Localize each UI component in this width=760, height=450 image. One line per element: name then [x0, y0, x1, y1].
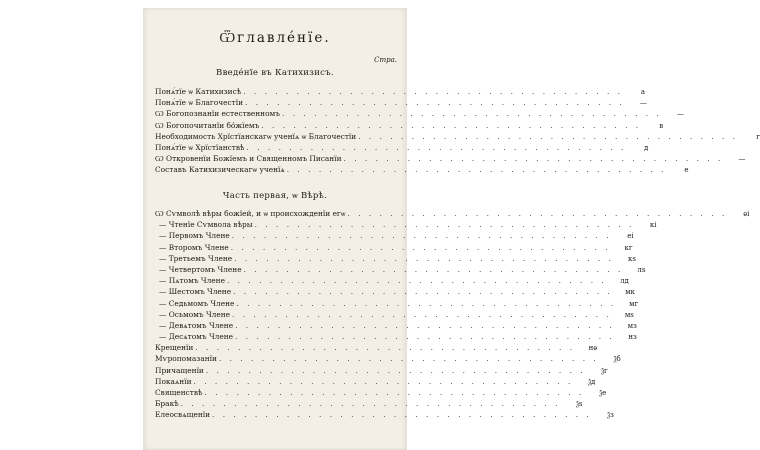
toc-page-number: ѯѕ	[576, 400, 583, 409]
toc-page-number: —	[676, 110, 684, 119]
toc-entry-label: Ѡ Богопочитанїи бо́жїемъ	[155, 120, 260, 130]
toc-entry	[155, 142, 649, 154]
toc-page-number: —	[639, 99, 647, 108]
dot-leader: . . . . . . . . . . . . . . . . . . . . . . . . . . . . . . . . . . . .	[180, 399, 561, 409]
dot-leader: . . . . . . . . . . . . . . . . . . . . . . . . . . . . . . . . . . . .	[347, 209, 728, 218]
toc-entry-label: — Четвертомъ Члене	[159, 264, 242, 274]
dot-leader: . . . . . . . . . . . . . . . . . . . . . . . . . . . . . . . . . . . .	[245, 98, 625, 108]
dot-leader: . . . . . . . . . . . . . . . . . . . . . . . . . . . . . . . . . . . .	[234, 253, 614, 263]
toc-page-number: кѕ	[628, 254, 636, 263]
toc-page-number: г	[756, 132, 760, 141]
dot-leader: . . . . . . . . . . . . . . . . . . . . . . . . . . . . . . . . . . . .	[261, 120, 642, 130]
toc-entry-label: Крещенїи	[155, 343, 194, 353]
toc-entry	[155, 365, 608, 377]
dot-leader: . . . . . . . . . . . . . . . . . . . . . . . . . . . . . . . . . . . .	[243, 264, 624, 274]
toc-entry-label: Мѵропомазанїи	[155, 354, 217, 364]
toc-page-number: ѯг	[601, 366, 608, 375]
toc-entry-label: — Третьемъ Члене	[159, 253, 233, 263]
dot-leader: . . . . . . . . . . . . . . . . . . . . . . . . . . . . . . . . . . . .	[236, 298, 617, 308]
toc-entry	[155, 343, 598, 354]
dot-leader: . . . . . . . . . . . . . . . . . . . . . . . . . . . . . . . . . . . .	[212, 410, 592, 420]
toc-page-number: нѳ	[588, 344, 598, 353]
toc-entry-label: Бракѣ	[155, 399, 179, 409]
toc-entry	[155, 320, 637, 332]
toc-entry-label: — Пѧтомъ Члене	[159, 276, 225, 286]
toc-entry	[155, 399, 583, 410]
toc-page-number: ѯд	[588, 377, 596, 386]
toc-entry	[155, 388, 607, 399]
toc-page-number: —	[738, 155, 746, 164]
toc-entry	[155, 264, 646, 276]
toc-entry-label: Ѡ Откровенїи Божїемъ и Священномъ Писанїи	[155, 154, 342, 164]
toc-entry	[155, 332, 637, 343]
dot-leader: . . . . . . . . . . . . . . . . . . . . . . . . . . . . . . . . . . . .	[233, 287, 613, 297]
dot-leader: . . . . . . . . . . . . . . . . . . . . . . . . . . . . . . . . . . . .	[195, 343, 576, 353]
toc-page-number: а	[640, 88, 645, 96]
toc-entry	[155, 120, 664, 132]
toc-entry	[155, 98, 647, 109]
dot-leader: . . . . . . . . . . . . . . . . . . . . . . . . . . . . . . . . . . . .	[246, 142, 627, 152]
toc-entry	[155, 220, 657, 231]
toc-entry	[155, 376, 596, 388]
toc-entry-label: Ѡ Сѵмволѣ вѣры божїей, и ѡ происхожденїи егѡ	[155, 209, 346, 218]
toc-page-number: в	[659, 121, 664, 130]
toc-page-number: нз	[628, 333, 637, 342]
toc-entry-label: — Чтенїе Сѵмвола вѣры	[159, 220, 253, 230]
dot-leader: . . . . . . . . . . . . . . . . . . . . . . . . . . . . . . . . . . . .	[282, 109, 662, 119]
toc-entry	[155, 354, 621, 365]
toc-entry-label: Священствѣ	[155, 388, 203, 397]
toc-entry-label: Необходимость Хрїстїанскагѡ ученїѧ ѡ Благочестїи	[155, 131, 357, 141]
toc-entry	[155, 109, 684, 120]
dot-leader: . . . . . . . . . . . . . . . . . . . . . . . . . . . . . . . . . . . .	[243, 87, 623, 96]
toc-entry	[155, 309, 634, 321]
toc-page-number: лд	[620, 277, 629, 286]
toc-entry-label: Понѧ́тїе ѡ Хрїстїанствѣ	[155, 142, 245, 152]
toc-entry	[155, 242, 633, 254]
toc-page-number: ѯе	[599, 389, 607, 397]
dot-leader: . . . . . . . . . . . . . . . . . . . . . . . . . . . . . . . . . . . .	[235, 320, 615, 330]
toc-entry	[155, 410, 614, 421]
toc-entry	[155, 131, 760, 143]
toc-page-number: ѯб	[613, 355, 621, 364]
toc-entry-label: Покаѧнїи	[155, 376, 192, 386]
dot-leader: . . . . . . . . . . . . . . . . . . . . . . . . . . . . . . . . . . . .	[205, 365, 586, 375]
toc-entry-label: Причащенїи	[155, 365, 204, 375]
toc-page-number: ѯз	[607, 411, 614, 420]
toc-entry-label: Понѧ́тїе ѡ Благочестїи	[155, 98, 244, 108]
toc-entry	[155, 87, 645, 98]
toc-page-number: е	[684, 166, 689, 175]
dot-leader: . . . . . . . . . . . . . . . . . . . . . . . . . . . . . . . . . . . .	[204, 388, 585, 397]
toc-entry-label: Понѧ́тїе ѡ Катихизисѣ	[155, 87, 242, 96]
dot-leader: . . . . . . . . . . . . . . . . . . . . . . . . . . . . . . . . . . . .	[230, 242, 611, 252]
dot-leader: . . . . . . . . . . . . . . . . . . . . . . . . . . . . . . . . . . . .	[232, 309, 612, 319]
intro-entries	[155, 87, 760, 177]
toc-page-number: мк	[625, 288, 635, 297]
toc-entry	[155, 298, 639, 310]
toc-entry	[155, 253, 636, 265]
dot-leader: . . . . . . . . . . . . . . . . . . . . . . . . . . . . . . . . . . . .	[358, 131, 739, 141]
toc-entry-label: — Десѧтомъ Члене	[159, 332, 234, 342]
dot-leader: . . . . . . . . . . . . . . . . . . . . . . . . . . . . . . . . . . . .	[343, 154, 724, 164]
dot-leader: . . . . . . . . . . . . . . . . . . . . . . . . . . . . . . . . . . . .	[286, 165, 667, 175]
toc-entry-label: — Второмъ Члене	[159, 242, 229, 252]
toc-entry-label: — Осьмомъ Члене	[159, 309, 231, 319]
toc-entry	[155, 287, 635, 298]
toc-entry	[155, 209, 750, 220]
toc-entry-label: — Первомъ Члене	[159, 231, 230, 241]
page-title: Ѿглавлéнїе.	[219, 30, 331, 46]
toc-page-number: мг	[629, 299, 639, 308]
toc-page-number: еі	[627, 232, 634, 241]
toc-entry	[155, 276, 629, 287]
toc-entry-label: — Седьмомъ Члене	[159, 298, 235, 308]
toc-page-number: д	[644, 143, 649, 152]
book-page	[143, 8, 760, 450]
page-column-header: Стра.	[374, 56, 397, 64]
part1-heading: Часть первая, ѡ Вѣрѣ.	[222, 191, 328, 201]
dot-leader: . . . . . . . . . . . . . . . . . . . . . . . . . . . . . . . . . . . .	[218, 354, 599, 364]
toc-entry-label: Ѡ Богопознанїи естественномъ	[155, 109, 281, 119]
intro-heading: Введéнїе въ Катихизисъ.	[216, 68, 334, 78]
toc-page-number: мз	[627, 321, 637, 330]
toc-entry	[155, 154, 746, 165]
toc-entry-label: Елеосвѧщенїи	[155, 410, 211, 420]
toc-entry-label: — Девѧтомъ Члене	[159, 320, 234, 330]
toc-page-number: кі	[649, 221, 657, 230]
dot-leader: . . . . . . . . . . . . . . . . . . . . . . . . . . . . . . . . . . . .	[254, 220, 635, 230]
dot-leader: . . . . . . . . . . . . . . . . . . . . . . . . . . . . . . . . . . . .	[193, 376, 574, 386]
toc-entry	[155, 165, 689, 176]
toc-page-number: кг	[624, 243, 633, 252]
toc-entry	[155, 231, 634, 242]
toc-page-number: лѕ	[637, 265, 646, 274]
part1-entries	[155, 209, 750, 422]
dot-leader: . . . . . . . . . . . . . . . . . . . . . . . . . . . . . . . . . . . .	[231, 231, 612, 241]
toc-entry-label: Составъ Катихизическагѡ ученїѧ	[155, 165, 285, 175]
toc-page-number: ѳі	[743, 210, 750, 218]
toc-entry-label: — Шестомъ Члене	[159, 287, 232, 297]
dot-leader: . . . . . . . . . . . . . . . . . . . . . . . . . . . . . . . . . . . .	[235, 332, 615, 342]
dot-leader: . . . . . . . . . . . . . . . . . . . . . . . . . . . . . . . . . . . .	[226, 276, 607, 286]
toc-page-number: мѕ	[624, 310, 634, 319]
